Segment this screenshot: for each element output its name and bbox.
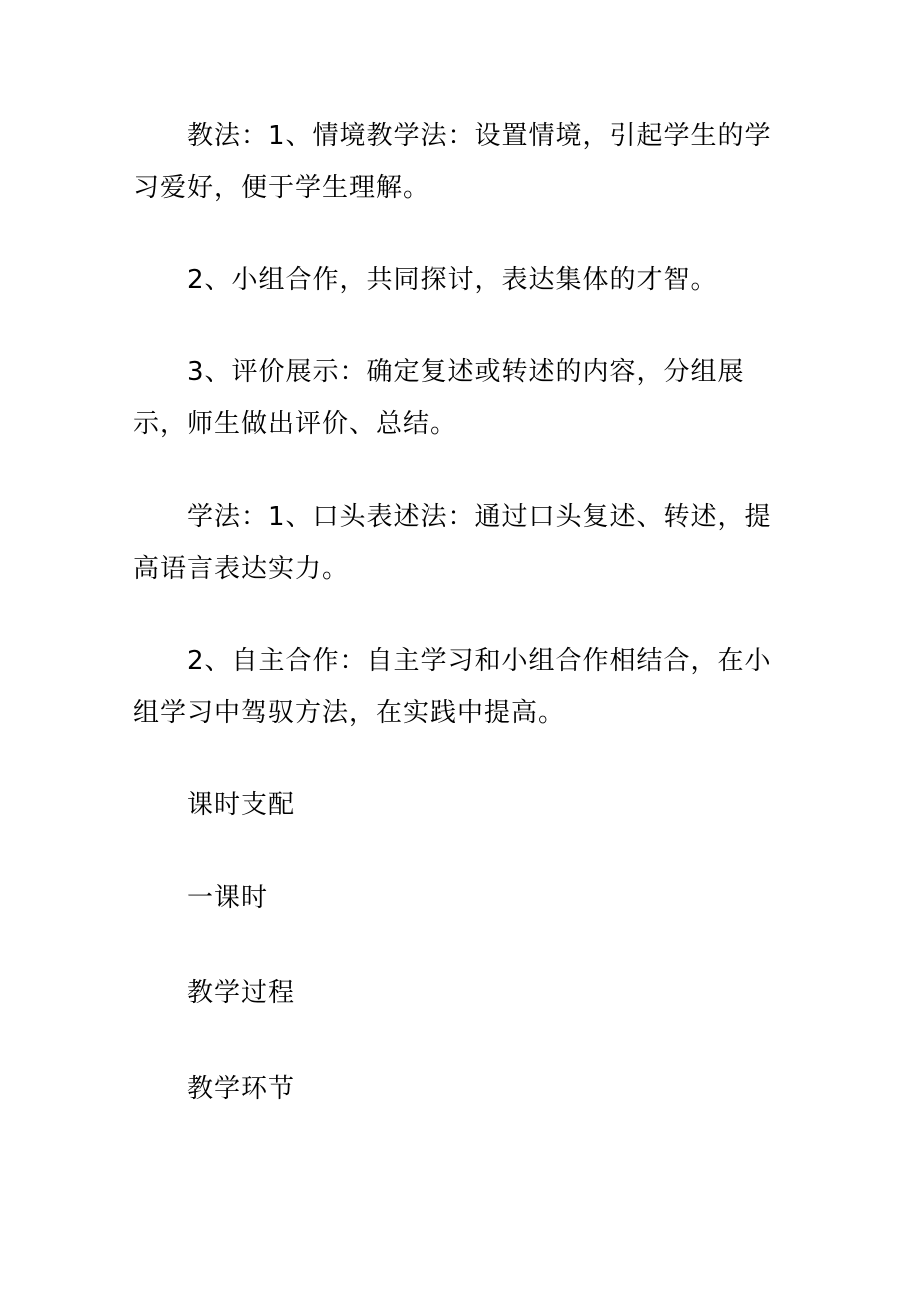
text-class-count: 一课时 <box>187 883 269 913</box>
heading-teaching-steps: 教学环节 <box>187 1074 296 1104</box>
paragraph-teaching-method-3: 3、评价展示：确定复述或转述的内容，分组展示，师生做出评价、总结。 <box>133 357 745 439</box>
heading-teaching-process: 教学过程 <box>187 978 296 1008</box>
paragraph-teaching-method-1: 教法：1、情境教学法：设置情境，引起学生的学习爱好，便于学生理解。 <box>133 121 772 203</box>
paragraph-learning-method-2: 2、自主合作：自主学习和小组合作相结合，在小组学习中驾驭方法，在实践中提高。 <box>133 646 772 728</box>
paragraph-learning-method-1: 学法：1、口头表述法：通过口头复述、转述，提高语言表达实力。 <box>133 502 772 584</box>
paragraph-teaching-method-2: 2、小组合作，共同探讨，表达集体的才智。 <box>187 265 718 295</box>
heading-class-schedule: 课时支配 <box>187 790 296 820</box>
